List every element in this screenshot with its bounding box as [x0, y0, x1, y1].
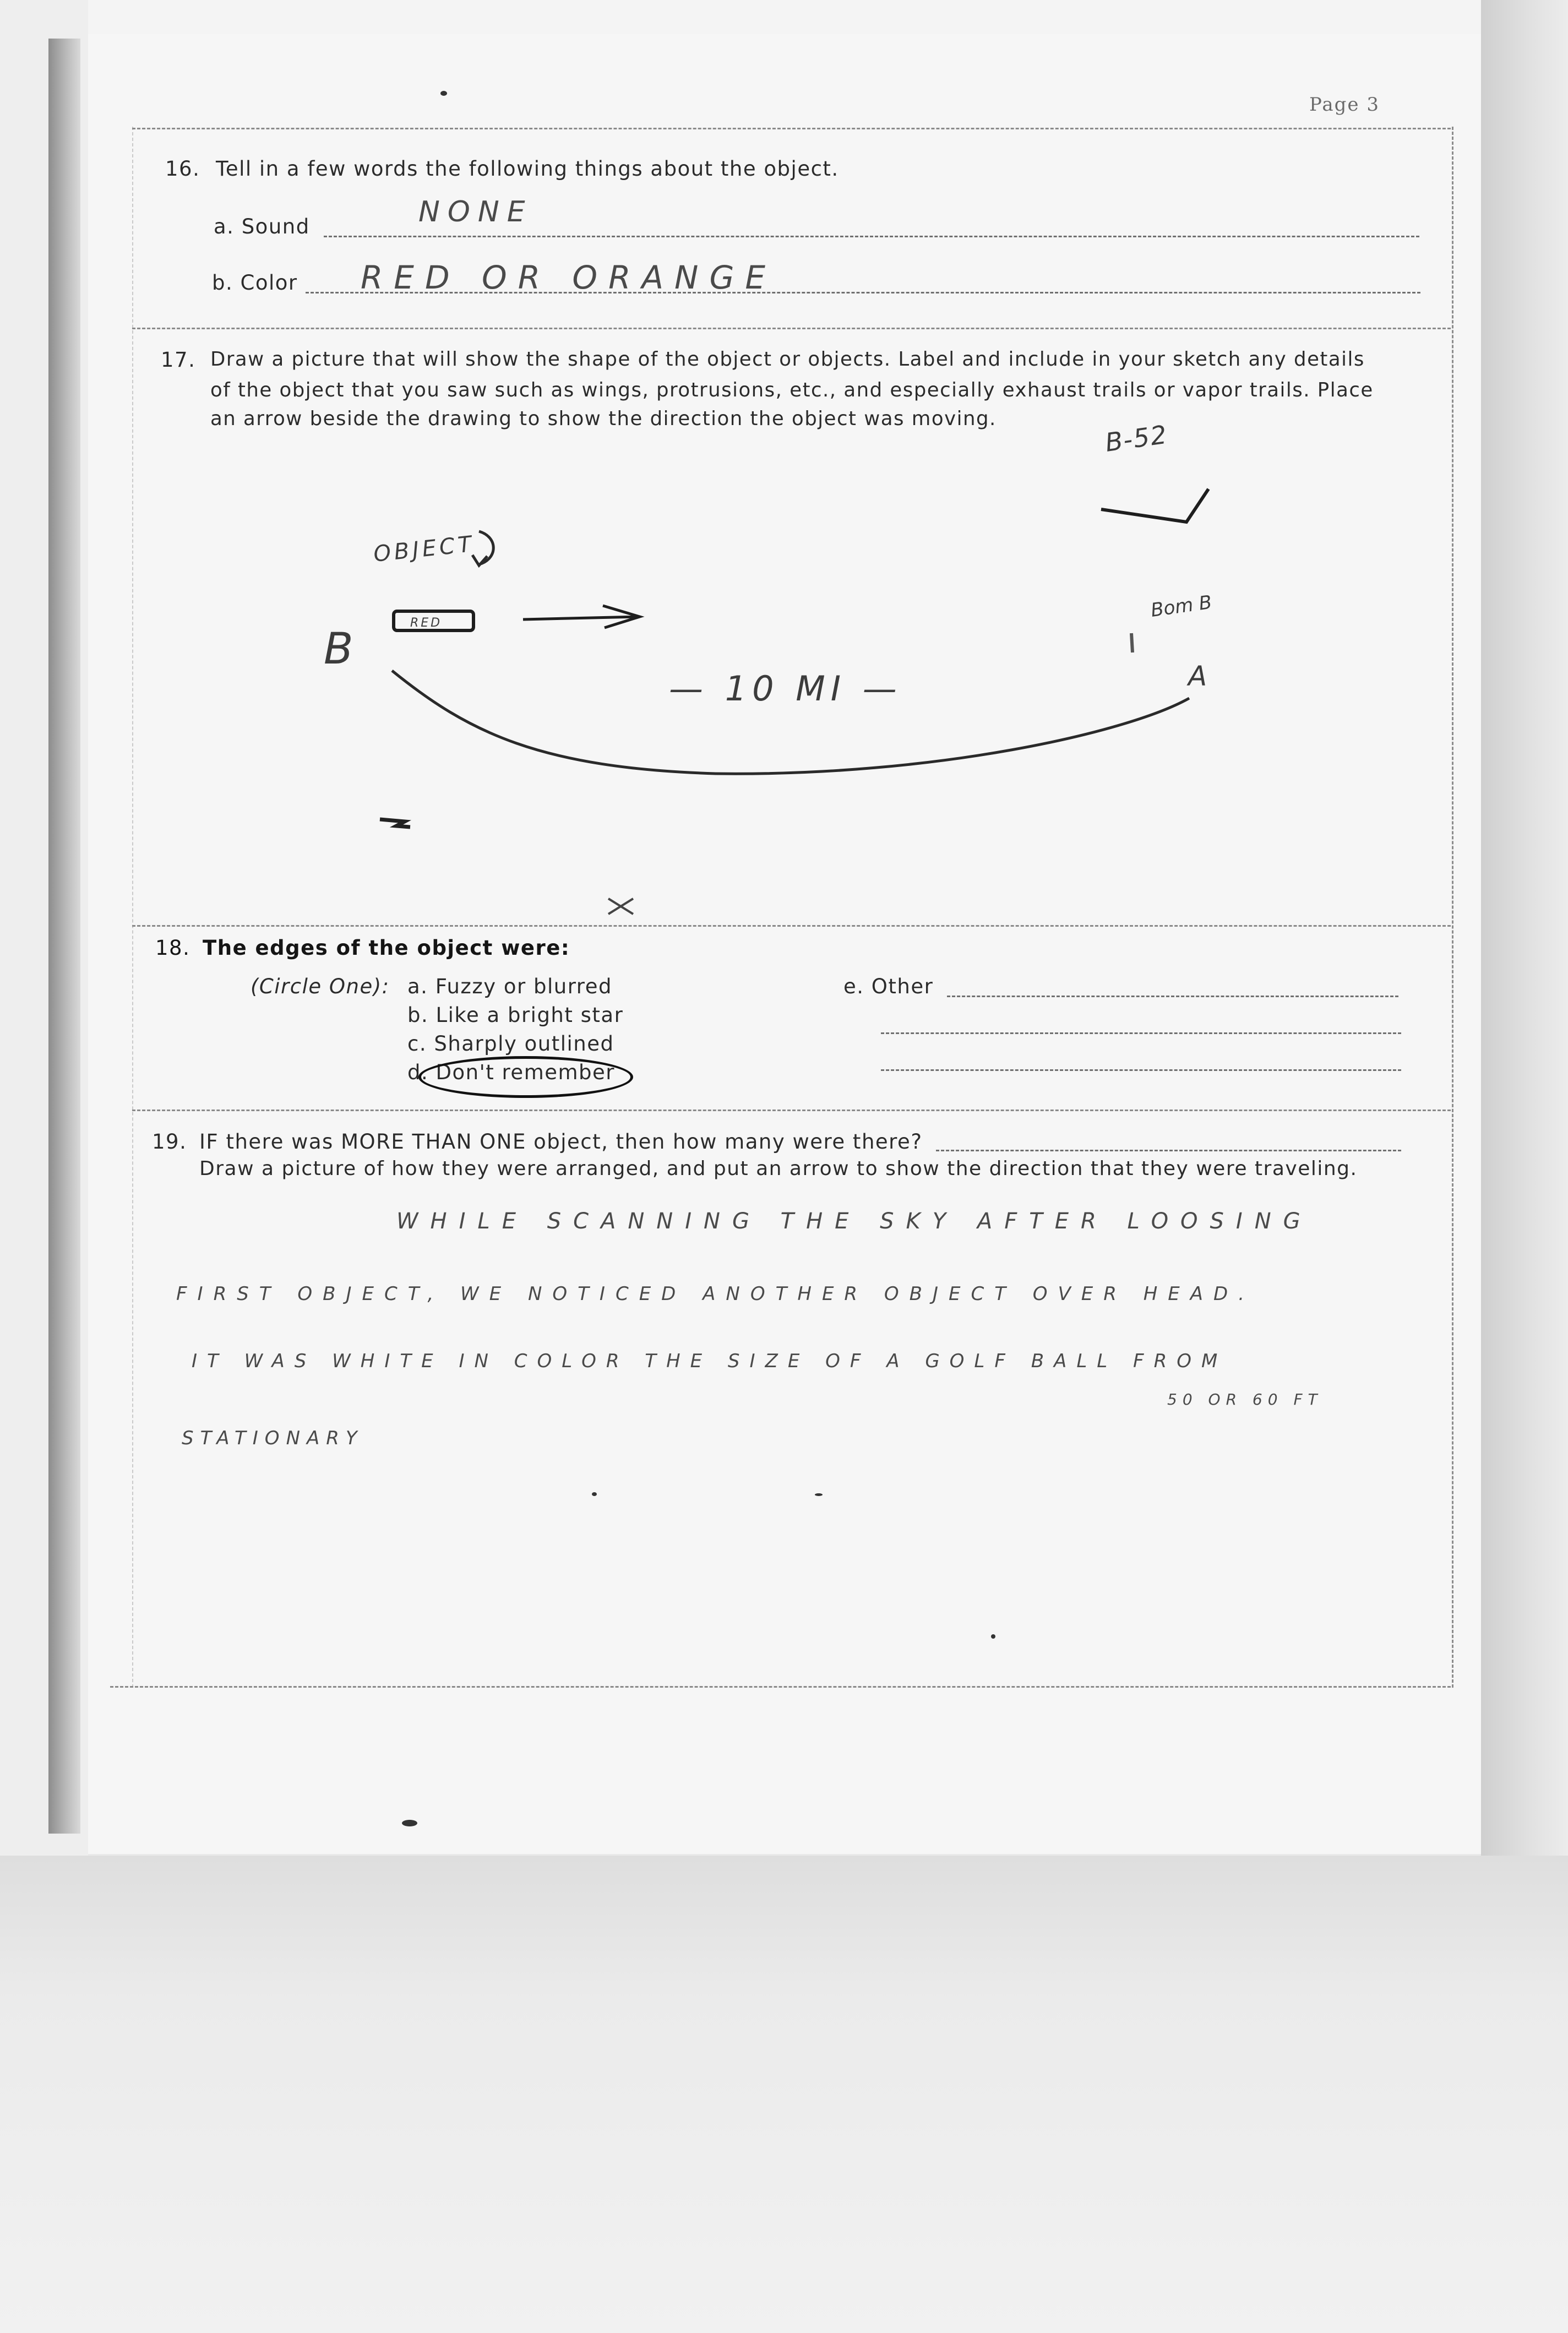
sketch-label-b52: B-52 [1103, 419, 1170, 458]
q16-sound-answer: NONE [418, 195, 533, 229]
q16-number: 16. [165, 157, 200, 181]
q19-prompt-line2: Draw a picture of how they were arranged, and put an arrow to show the direction that they were traveling. [199, 1157, 1358, 1180]
page-number: Page 3 [1309, 94, 1380, 116]
scan-speck [440, 91, 447, 96]
sketch-label-object: OBJECT [372, 531, 476, 567]
q18-other-label: e. Other [843, 975, 934, 998]
q16-prompt: Tell in a few words the following things about the object. [216, 157, 839, 181]
q16-color-answer: RED OR ORANGE [361, 259, 777, 296]
q19-handwriting-line1: WHILE SCANNING THE SKY AFTER LOOSING [396, 1209, 1313, 1234]
q18-circled-answer-mark [418, 1056, 633, 1098]
scan-bottom-area [0, 1856, 1568, 2333]
q19-handwriting-line5: STATIONARY [182, 1427, 364, 1449]
scan-speck [991, 1634, 995, 1639]
q17-prompt-line3: an arrow beside the drawing to show the direction the object was moving. [210, 407, 997, 430]
sketch-label-distance: — 10 MI — [669, 668, 902, 709]
sketch-object-pointer [472, 531, 493, 565]
q19-handwriting-line4: 50 OR 60 FT [1167, 1390, 1323, 1408]
sketch-label-red: RED [410, 616, 443, 630]
sketch-label-b: B [324, 624, 353, 674]
q18-option-d: d. Don't remember [407, 1061, 615, 1084]
q19-count-line [936, 1150, 1401, 1151]
q18-instruction: (Circle One): [251, 975, 390, 998]
sketch-direction-arrow [523, 606, 640, 628]
sketch-bomb-mark [1131, 633, 1133, 652]
scan-speck [402, 1820, 417, 1826]
q17-prompt-line1: Draw a picture that will show the shape of the object or objects. Label and include in your sketch any details [210, 348, 1365, 371]
q18-option-b: b. Like a bright star [407, 1003, 624, 1027]
q18-other-line-3 [881, 1069, 1401, 1071]
q18-other-line-1 [947, 996, 1398, 997]
rule-bottom [110, 1686, 1451, 1688]
q19-prompt-line1: IF there was MORE THAN ONE object, then how many were there? [199, 1130, 923, 1154]
q18-other-line-2 [881, 1032, 1401, 1034]
sketch-mark-bottom [608, 899, 633, 914]
q19-handwriting-line2: FIRST OBJECT, WE NOTICED ANOTHER OBJECT OVER HEAD. [176, 1283, 1255, 1305]
q19-number: 19. [152, 1130, 187, 1154]
sketch-label-bomb: Bom B [1149, 591, 1213, 622]
q19-handwriting-line3: IT WAS WHITE IN COLOR THE SIZE OF A GOLF BALL FROM [192, 1350, 1228, 1372]
q18-option-c: c. Sharply outlined [407, 1032, 614, 1056]
sketch-label-a: A [1188, 660, 1207, 692]
sketch-b52-shape [1101, 489, 1208, 522]
rule-after-q18 [132, 1110, 1451, 1111]
scan-speck [815, 1493, 823, 1496]
q17-sketch [0, 0, 1568, 936]
q18-prompt: The edges of the object were: [203, 936, 570, 960]
q18-number: 18. [155, 936, 190, 960]
q17-number: 17. [161, 348, 196, 372]
sketch-mark-left [380, 819, 410, 827]
q16-sound-label: a. Sound [214, 215, 310, 238]
q18-option-a: a. Fuzzy or blurred [407, 975, 612, 998]
q17-prompt-line2: of the object that you saw such as wings, protrusions, etc., and especially exhaust trails or vapor trails. Place [210, 379, 1374, 401]
scan-speck [592, 1492, 597, 1496]
q16-color-label: b. Color [212, 271, 298, 295]
